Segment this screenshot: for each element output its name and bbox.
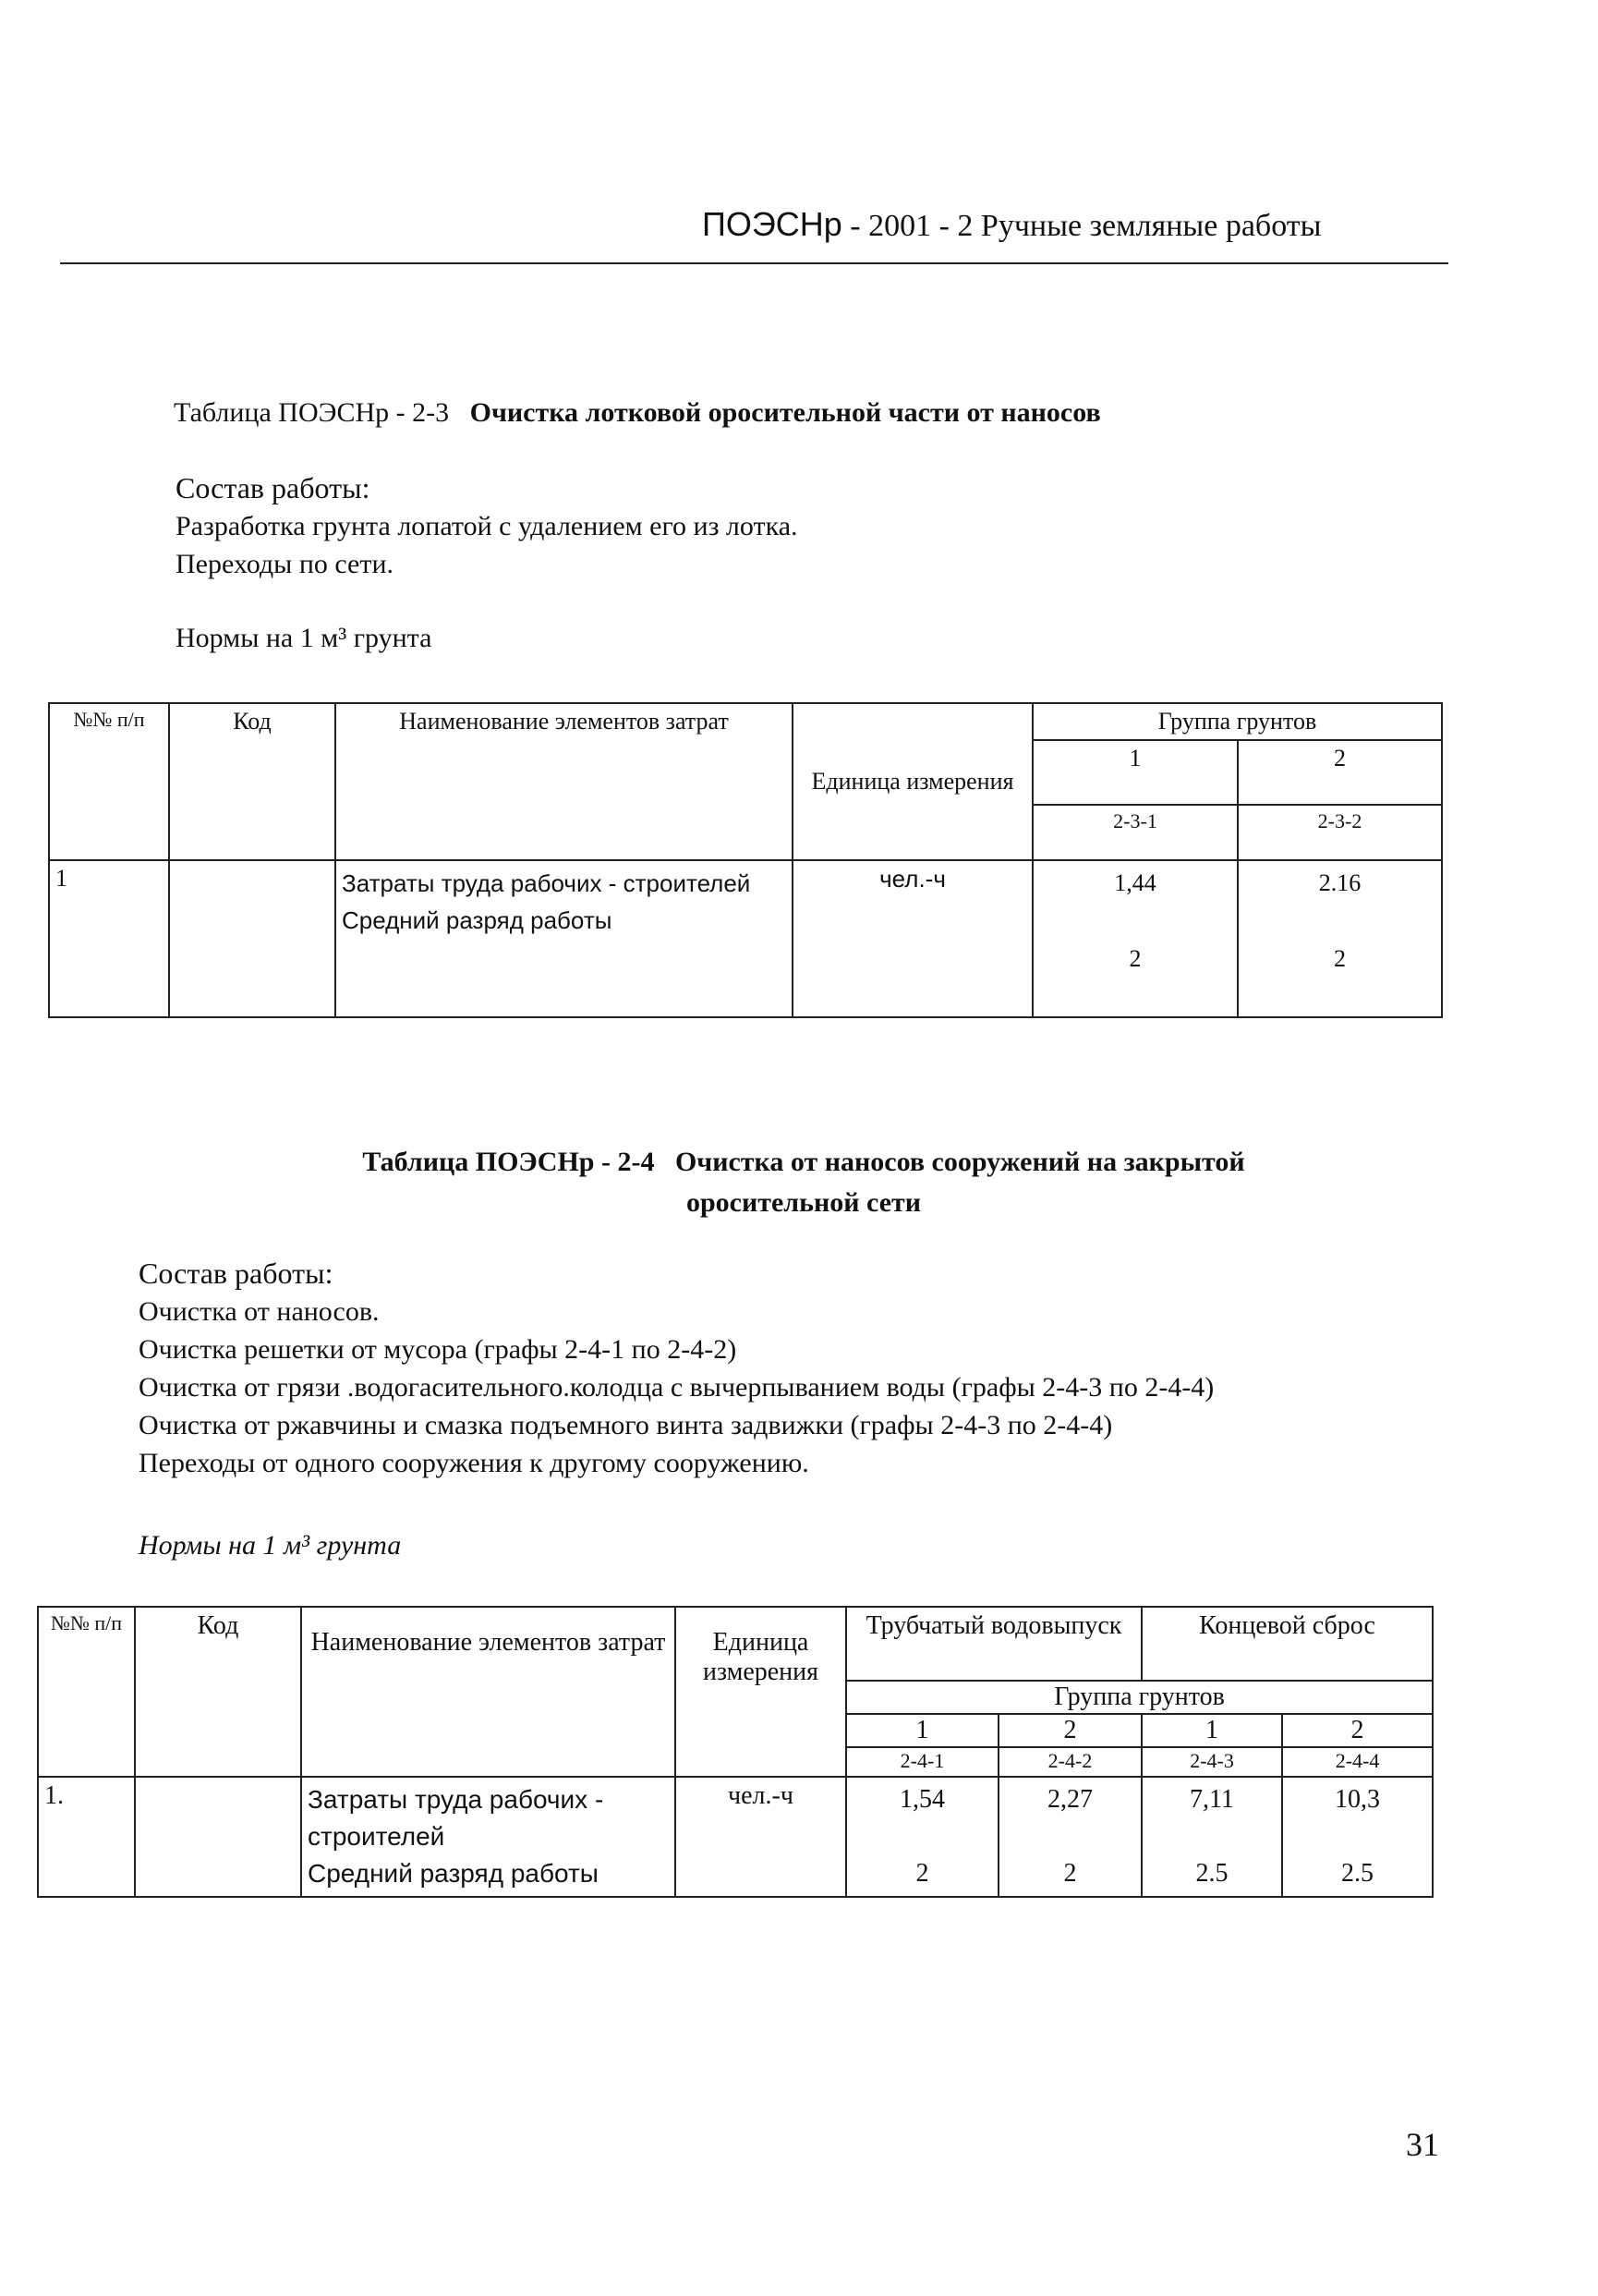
t1-col-unit: Единица измерения: [793, 703, 1033, 860]
t1-code-2: 2-3-2: [1238, 805, 1442, 860]
t1-row-value-2: 2.16: [1318, 869, 1362, 896]
t2-row-value-2: 2,27: [1047, 1785, 1093, 1814]
table1-composition: [176, 469, 798, 583]
table-row: [49, 860, 1442, 1017]
table2-title: [259, 1142, 1349, 1223]
t2-col-num: №№ п/п: [38, 1607, 135, 1777]
t2-group-3: 1: [1142, 1714, 1282, 1747]
t1-row-col2: [1238, 860, 1442, 1017]
t2-row-num: 1.: [38, 1777, 135, 1897]
t2-row-rank-3: 2.5: [1195, 1859, 1229, 1888]
t1-row-code: [169, 860, 335, 1017]
t2-col-group: Группа грунтов: [846, 1681, 1433, 1714]
table2-title-text: Очистка от наносов сооружений на закрытой: [674, 1147, 1245, 1177]
t2-row-unit: чел.-ч: [675, 1777, 846, 1897]
t1-row-unit: чел.-ч: [793, 860, 1033, 1017]
t1-code-1: 2-3-1: [1033, 805, 1238, 860]
t2-row-rank-1: 2: [915, 1859, 929, 1888]
t2-row-code: [135, 1777, 301, 1897]
t2-col-code: Код: [135, 1607, 301, 1777]
t1-group-1: 1: [1033, 740, 1238, 805]
t1-col-code: Код: [169, 703, 335, 860]
t1-col-group: Группа грунтов: [1033, 703, 1442, 740]
table1-composition-line: Переходы по сети.: [176, 549, 394, 579]
t2-row-col2: [999, 1777, 1142, 1897]
t2-group-4: 2: [1282, 1714, 1433, 1747]
t2-row-col3: [1142, 1777, 1282, 1897]
table2-title-prefix: Таблица ПОЭСНр - 2-4: [362, 1147, 655, 1177]
t2-code-2: 2-4-2: [999, 1747, 1142, 1777]
t2-col-pipe: Трубчатый водовыпуск: [846, 1607, 1142, 1681]
t1-col-name: Наименование элементов затрат: [335, 703, 793, 860]
t1-row-num: 1: [49, 860, 169, 1017]
t2-code-3: 2-4-3: [1142, 1747, 1282, 1777]
table2-norms: Нормы на 1 м³ грунта: [139, 1530, 402, 1561]
table1-composition-line: Разработка грунта лопатой с удалением его из лотка.: [176, 511, 798, 541]
t2-row-value-1: 1,54: [900, 1785, 945, 1814]
table1-norms: Нормы на 1 м³ грунта: [176, 623, 432, 653]
table2-composition-line: Очистка от грязи .водогасительного.колодца с вычерпыванием воды (графы 2-4-3 по 2-4-4): [139, 1372, 1215, 1403]
t2-row-name-labor: Затраты труда рабочих - строителей: [308, 1785, 604, 1851]
table1: [48, 702, 1443, 1018]
table1-title-prefix: Таблица ПОЭСНр - 2-3: [174, 397, 450, 428]
table1-composition-heading: Состав работы:: [176, 471, 370, 504]
table2-title-line2: оросительной сети: [685, 1187, 922, 1218]
t1-row-rank-1: 2: [1129, 945, 1142, 972]
t1-row-name-rank: Средний разряд работы: [342, 906, 612, 934]
header-code: ПОЭСНр: [702, 205, 842, 243]
t2-code-4: 2-4-4: [1282, 1747, 1433, 1777]
t2-row-value-3: 7,11: [1190, 1785, 1234, 1814]
page-number: 31: [1406, 2126, 1439, 2163]
table2-composition-line: Очистка от наносов.: [139, 1296, 380, 1327]
table2-composition: [139, 1255, 1214, 1482]
table-row: [38, 1777, 1433, 1897]
table2-composition-line: Очистка решетки от мусора (графы 2-4-1 по 2-4-2): [139, 1334, 737, 1365]
t2-row-col4: [1282, 1777, 1433, 1897]
t2-row-name: [301, 1777, 675, 1897]
t1-group-2: 2: [1238, 740, 1442, 805]
t2-col-unit: Единица измерения: [675, 1607, 846, 1777]
t2-col-name: Наименование элементов затрат: [301, 1607, 675, 1777]
t2-row-col1: [846, 1777, 999, 1897]
t1-col-num: №№ п/п: [49, 703, 169, 860]
t2-code-1: 2-4-1: [846, 1747, 999, 1777]
t1-row-name: [335, 860, 793, 1017]
table2-composition-line: Переходы от одного сооружения к другому сооружению.: [139, 1448, 809, 1478]
table1-title: [174, 397, 1101, 429]
t2-row-value-4: 10,3: [1335, 1785, 1381, 1814]
header-title: - 2001 - 2 Ручные земляные работы: [841, 209, 1322, 243]
t2-group-1: 1: [846, 1714, 999, 1747]
table2-composition-heading: Состав работы:: [139, 1257, 333, 1290]
table2-composition-line: Очистка от ржавчины и смазка подъемного винта задвижки (графы 2-4-3 по 2-4-4): [139, 1410, 1113, 1440]
t2-row-rank-2: 2: [1063, 1859, 1077, 1888]
t2-row-rank-4: 2.5: [1341, 1859, 1374, 1888]
table2: [37, 1606, 1434, 1898]
running-header: [702, 205, 1321, 244]
t2-group-2: 2: [999, 1714, 1142, 1747]
t1-row-col1: [1033, 860, 1238, 1017]
t1-row-rank-2: 2: [1334, 945, 1346, 972]
t2-row-name-rank: Средний разряд работы: [308, 1859, 599, 1888]
table1-title-text: Очистка лотковой оросительной части от наносов: [469, 397, 1101, 428]
t1-row-name-labor: Затраты труда рабочих - строителей: [342, 869, 751, 897]
t1-row-value-1: 1,44: [1114, 869, 1156, 896]
header-rule: [60, 262, 1448, 264]
t2-col-end: Концевой сброс: [1142, 1607, 1433, 1681]
